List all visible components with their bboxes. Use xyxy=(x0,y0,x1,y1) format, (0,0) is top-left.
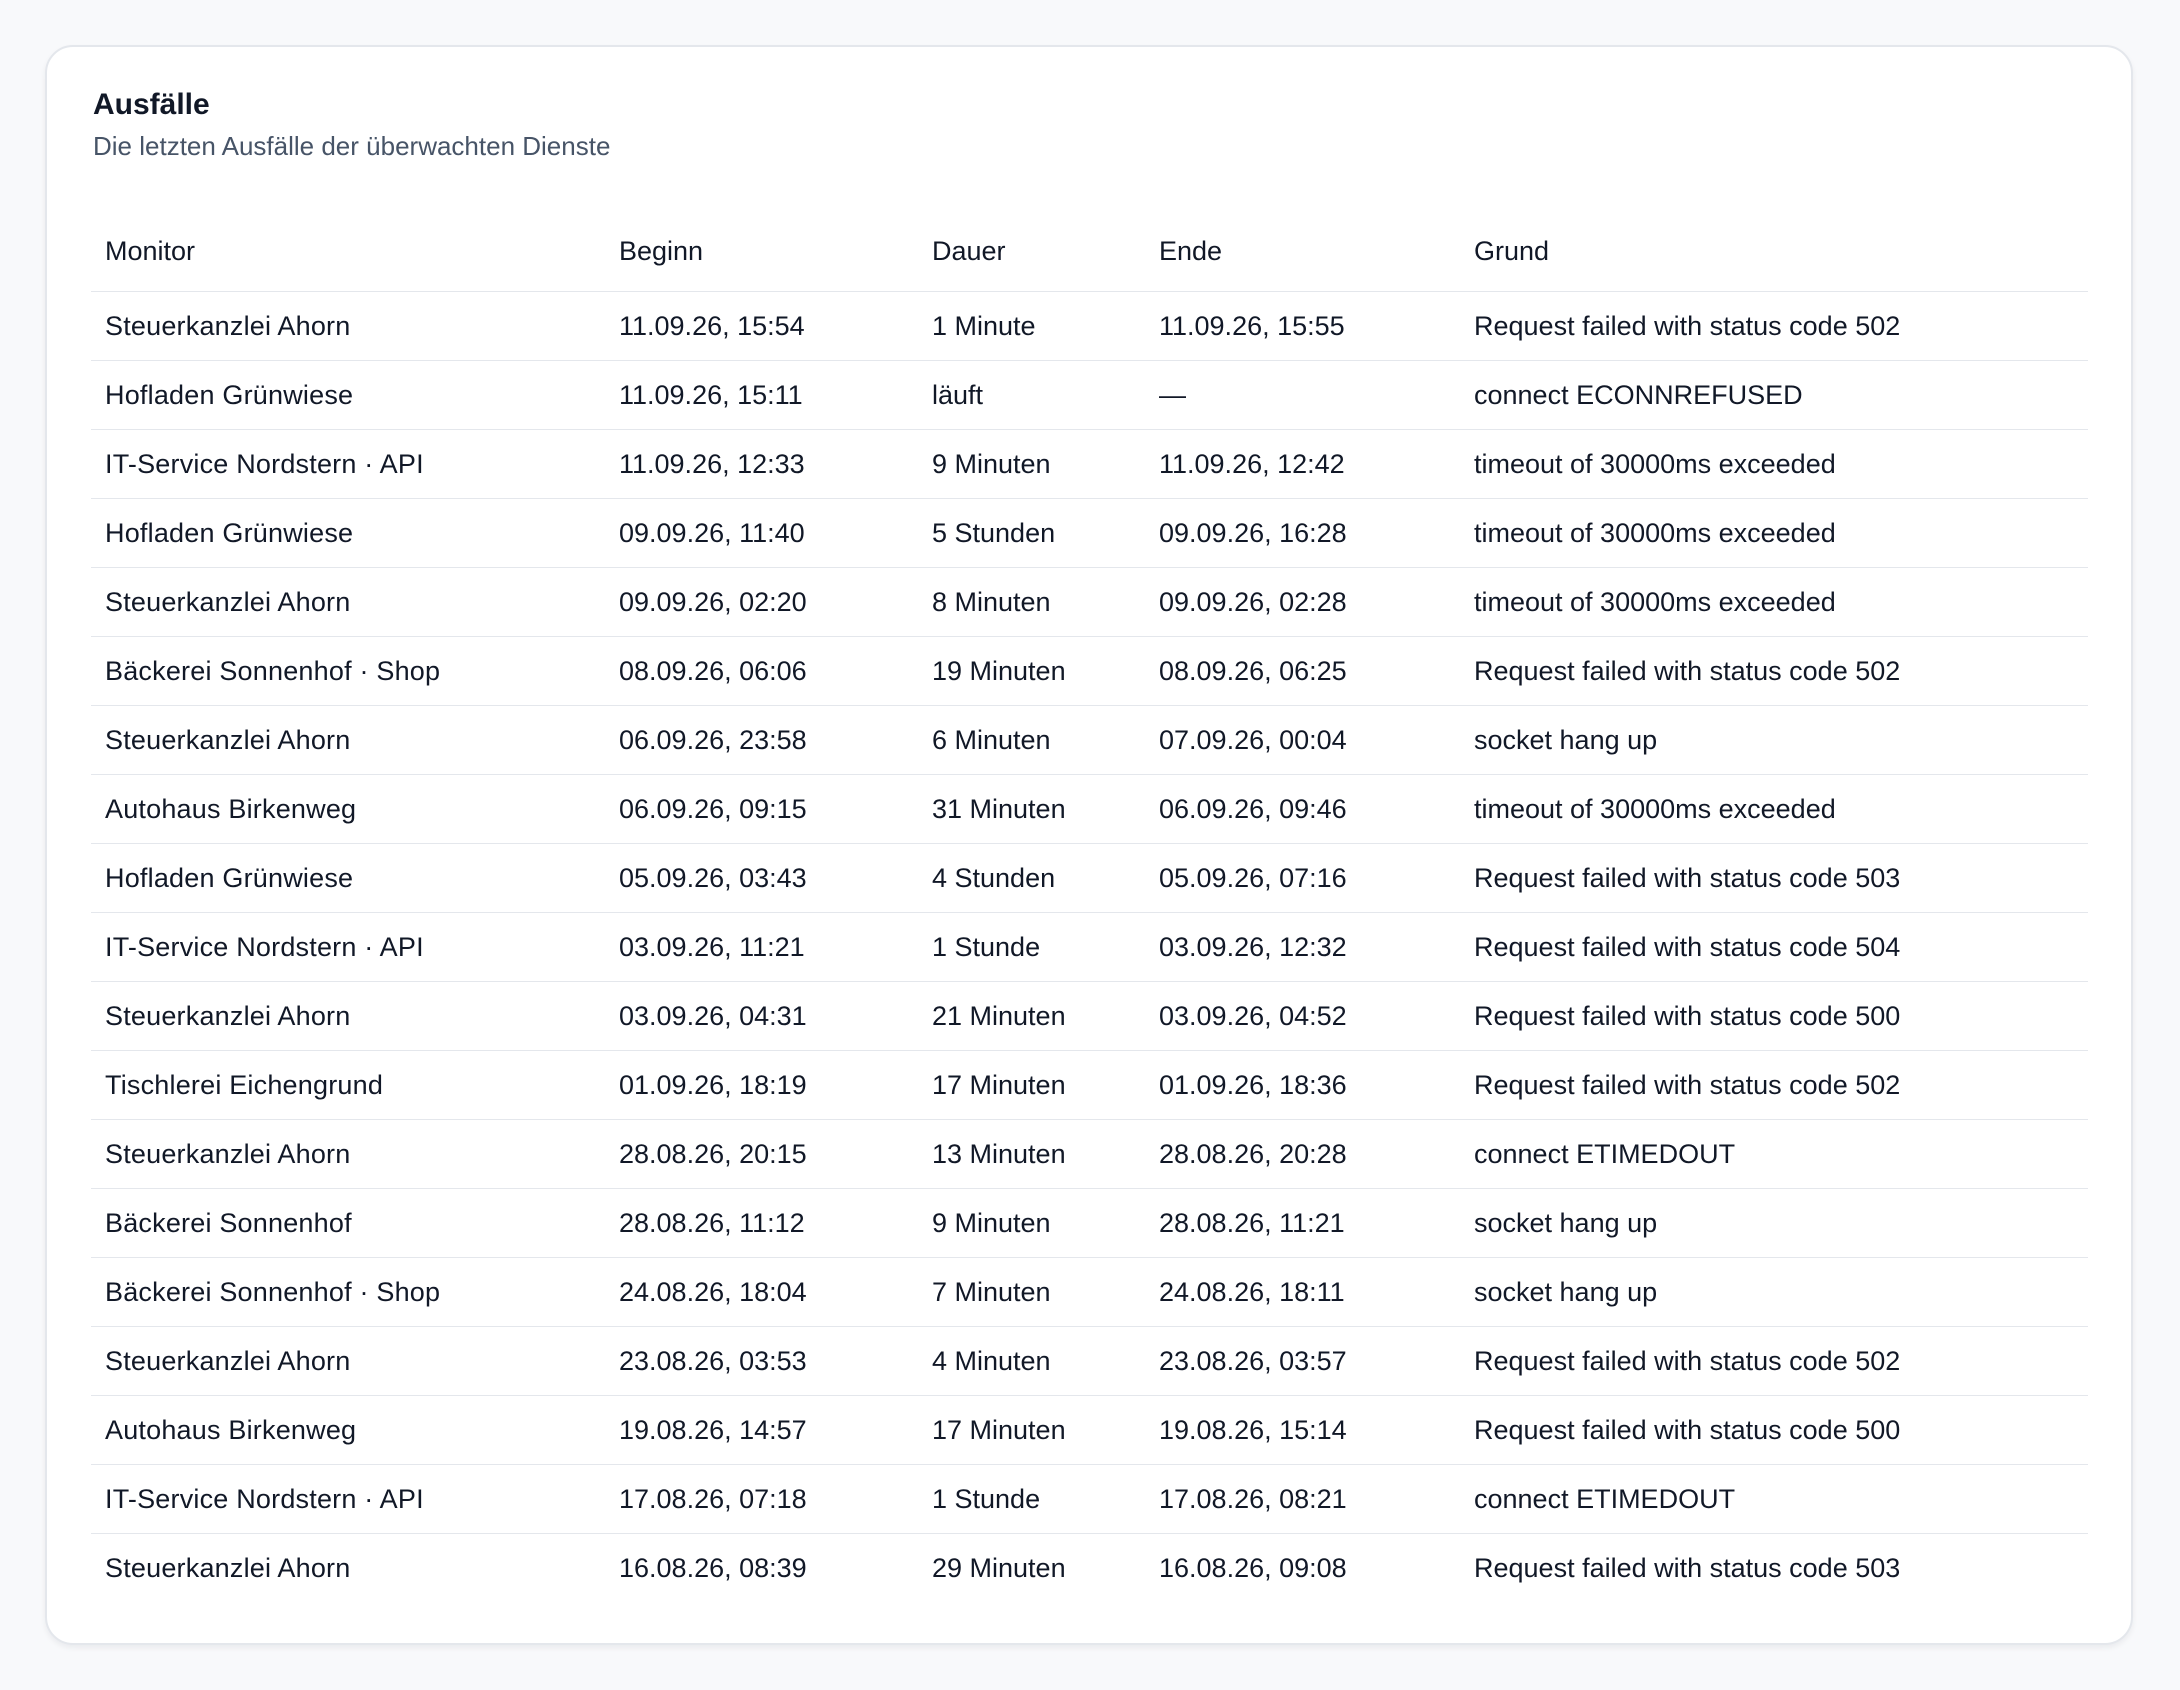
cell-end: 19.08.26, 15:14 xyxy=(1145,1396,1460,1465)
table-row xyxy=(91,844,2088,913)
cell-end: 09.09.26, 02:28 xyxy=(1145,568,1460,637)
cell-reason: connect ECONNREFUSED xyxy=(1460,361,2088,430)
cell-duration: 9 Minuten xyxy=(918,1189,1145,1258)
cell-reason: socket hang up xyxy=(1460,1189,2088,1258)
cell-start: 11.09.26, 15:11 xyxy=(605,361,918,430)
column-header-duration: Dauer xyxy=(918,211,1145,292)
cell-monitor: Steuerkanzlei Ahorn xyxy=(105,1552,351,1583)
column-header-start: Beginn xyxy=(605,211,918,292)
cell-monitor: Steuerkanzlei Ahorn xyxy=(91,706,605,775)
cell-reason: timeout of 30000ms exceeded xyxy=(1460,430,2088,499)
cell-duration: 1 Stunde xyxy=(918,913,1145,982)
cell-duration: 29 Minuten xyxy=(932,1552,1066,1583)
cell-duration: 17 Minuten xyxy=(918,1396,1145,1465)
cell-duration: 4 Minuten xyxy=(918,1327,1145,1396)
cell-end: 28.08.26, 11:21 xyxy=(1145,1189,1460,1258)
cell-start: 28.08.26, 20:15 xyxy=(605,1120,918,1189)
cell-duration: 21 Minuten xyxy=(918,982,1145,1051)
cell-start: 11.09.26, 15:54 xyxy=(605,292,918,361)
cell-reason: Request failed with status code 503 xyxy=(1474,1552,1901,1583)
cell-duration: 19 Minuten xyxy=(918,637,1145,706)
cell-duration: 1 Minute xyxy=(918,292,1145,361)
table-row xyxy=(91,1258,2088,1327)
table-body xyxy=(91,292,2088,1603)
cell-reason: timeout of 30000ms exceeded xyxy=(1460,775,2088,844)
card-subtitle: Die letzten Ausfälle der überwachten Dienste xyxy=(93,131,611,161)
cell-end: 03.09.26, 04:52 xyxy=(1145,982,1460,1051)
cell-end: 11.09.26, 15:55 xyxy=(1145,292,1460,361)
cell-monitor: Steuerkanzlei Ahorn xyxy=(91,1120,605,1189)
cell-end: 09.09.26, 16:28 xyxy=(1145,499,1460,568)
cell-start: 03.09.26, 04:31 xyxy=(605,982,918,1051)
cell-end: 24.08.26, 18:11 xyxy=(1145,1258,1460,1327)
cell-monitor: Steuerkanzlei Ahorn xyxy=(91,1327,605,1396)
cell-monitor: Bäckerei Sonnenhof xyxy=(91,1189,605,1258)
cell-start: 28.08.26, 11:12 xyxy=(605,1189,918,1258)
cell-start: 11.09.26, 12:33 xyxy=(605,430,918,499)
cell-monitor: Steuerkanzlei Ahorn xyxy=(91,982,605,1051)
cell-monitor: Steuerkanzlei Ahorn xyxy=(91,568,605,637)
cell-start: 23.08.26, 03:53 xyxy=(605,1327,918,1396)
cell-duration: läuft xyxy=(918,361,1145,430)
card-title: Ausfälle xyxy=(93,88,210,121)
cell-reason: socket hang up xyxy=(1460,1258,2088,1327)
cell-duration: 1 Stunde xyxy=(918,1465,1145,1534)
cell-reason: Request failed with status code 500 xyxy=(1460,1396,2088,1465)
cell-reason: socket hang up xyxy=(1460,706,2088,775)
table-row xyxy=(91,775,2088,844)
cell-end: 03.09.26, 12:32 xyxy=(1145,913,1460,982)
cell-reason: Request failed with status code 502 xyxy=(1460,292,2088,361)
cell-start: 06.09.26, 23:58 xyxy=(605,706,918,775)
table-row xyxy=(91,568,2088,637)
table-row xyxy=(91,361,2088,430)
cell-monitor: Hofladen Grünwiese xyxy=(91,844,605,913)
cell-duration: 6 Minuten xyxy=(918,706,1145,775)
cell-end: 08.09.26, 06:25 xyxy=(1145,637,1460,706)
cell-reason: connect ETIMEDOUT xyxy=(1460,1120,2088,1189)
cell-start: 06.09.26, 09:15 xyxy=(605,775,918,844)
cell-duration: 7 Minuten xyxy=(918,1258,1145,1327)
cell-start: 19.08.26, 14:57 xyxy=(605,1396,918,1465)
cell-end: 16.08.26, 09:08 xyxy=(1159,1552,1347,1583)
table-row xyxy=(91,913,2088,982)
cell-reason: Request failed with status code 503 xyxy=(1460,844,2088,913)
cell-duration: 8 Minuten xyxy=(918,568,1145,637)
table-header-row xyxy=(91,211,2088,292)
cell-reason: connect ETIMEDOUT xyxy=(1460,1465,2088,1534)
cell-reason: Request failed with status code 502 xyxy=(1460,637,2088,706)
table-row xyxy=(91,430,2088,499)
cell-monitor: Bäckerei Sonnenhof · Shop xyxy=(91,1258,605,1327)
table-row xyxy=(91,1534,2088,1603)
cell-monitor: Hofladen Grünwiese xyxy=(91,499,605,568)
card-header xyxy=(93,87,610,162)
cell-end: 05.09.26, 07:16 xyxy=(1145,844,1460,913)
cell-monitor: Steuerkanzlei Ahorn xyxy=(91,292,605,361)
cell-reason: timeout of 30000ms exceeded xyxy=(1460,499,2088,568)
cell-duration: 31 Minuten xyxy=(918,775,1145,844)
table-row xyxy=(91,292,2088,361)
cell-end: 23.08.26, 03:57 xyxy=(1145,1327,1460,1396)
column-header-monitor: Monitor xyxy=(91,211,605,292)
cell-reason: timeout of 30000ms exceeded xyxy=(1460,568,2088,637)
cell-end: 17.08.26, 08:21 xyxy=(1145,1465,1460,1534)
cell-end: 06.09.26, 09:46 xyxy=(1145,775,1460,844)
cell-monitor: Autohaus Birkenweg xyxy=(91,775,605,844)
outages-table xyxy=(91,211,2088,1602)
column-header-end: Ende xyxy=(1145,211,1460,292)
cell-reason: Request failed with status code 502 xyxy=(1460,1327,2088,1396)
cell-monitor: Tischlerei Eichengrund xyxy=(91,1051,605,1120)
cell-reason: Request failed with status code 500 xyxy=(1460,982,2088,1051)
cell-start: 09.09.26, 11:40 xyxy=(605,499,918,568)
cell-reason: Request failed with status code 504 xyxy=(1460,913,2088,982)
cell-duration: 9 Minuten xyxy=(918,430,1145,499)
cell-start: 09.09.26, 02:20 xyxy=(605,568,918,637)
cell-monitor: IT-Service Nordstern · API xyxy=(91,1465,605,1534)
cell-monitor: IT-Service Nordstern · API xyxy=(91,913,605,982)
table-row xyxy=(91,1120,2088,1189)
table-row xyxy=(91,1189,2088,1258)
cell-start: 17.08.26, 07:18 xyxy=(605,1465,918,1534)
cell-start: 08.09.26, 06:06 xyxy=(605,637,918,706)
cell-end: 28.08.26, 20:28 xyxy=(1145,1120,1460,1189)
table-row xyxy=(91,499,2088,568)
cell-reason: Request failed with status code 502 xyxy=(1460,1051,2088,1120)
cell-duration: 13 Minuten xyxy=(918,1120,1145,1189)
cell-duration: 17 Minuten xyxy=(918,1051,1145,1120)
table-row xyxy=(91,982,2088,1051)
cell-monitor: Hofladen Grünwiese xyxy=(91,361,605,430)
cell-duration: 5 Stunden xyxy=(918,499,1145,568)
cell-start: 16.08.26, 08:39 xyxy=(619,1552,807,1583)
table-row xyxy=(91,637,2088,706)
cell-end: 01.09.26, 18:36 xyxy=(1145,1051,1460,1120)
table-row xyxy=(91,706,2088,775)
cell-start: 01.09.26, 18:19 xyxy=(605,1051,918,1120)
cell-start: 03.09.26, 11:21 xyxy=(605,913,918,982)
cell-start: 24.08.26, 18:04 xyxy=(605,1258,918,1327)
table-row xyxy=(91,1465,2088,1534)
cell-duration: 4 Stunden xyxy=(918,844,1145,913)
cell-end: 07.09.26, 00:04 xyxy=(1145,706,1460,775)
cell-monitor: Autohaus Birkenweg xyxy=(91,1396,605,1465)
column-header-reason: Grund xyxy=(1460,211,2088,292)
cell-start: 05.09.26, 03:43 xyxy=(605,844,918,913)
cell-monitor: IT-Service Nordstern · API xyxy=(91,430,605,499)
table-row xyxy=(91,1396,2088,1465)
table-row xyxy=(91,1327,2088,1396)
table-row xyxy=(91,1051,2088,1120)
cell-end: 11.09.26, 12:42 xyxy=(1145,430,1460,499)
cell-end: — xyxy=(1145,361,1460,430)
cell-monitor: Bäckerei Sonnenhof · Shop xyxy=(91,637,605,706)
